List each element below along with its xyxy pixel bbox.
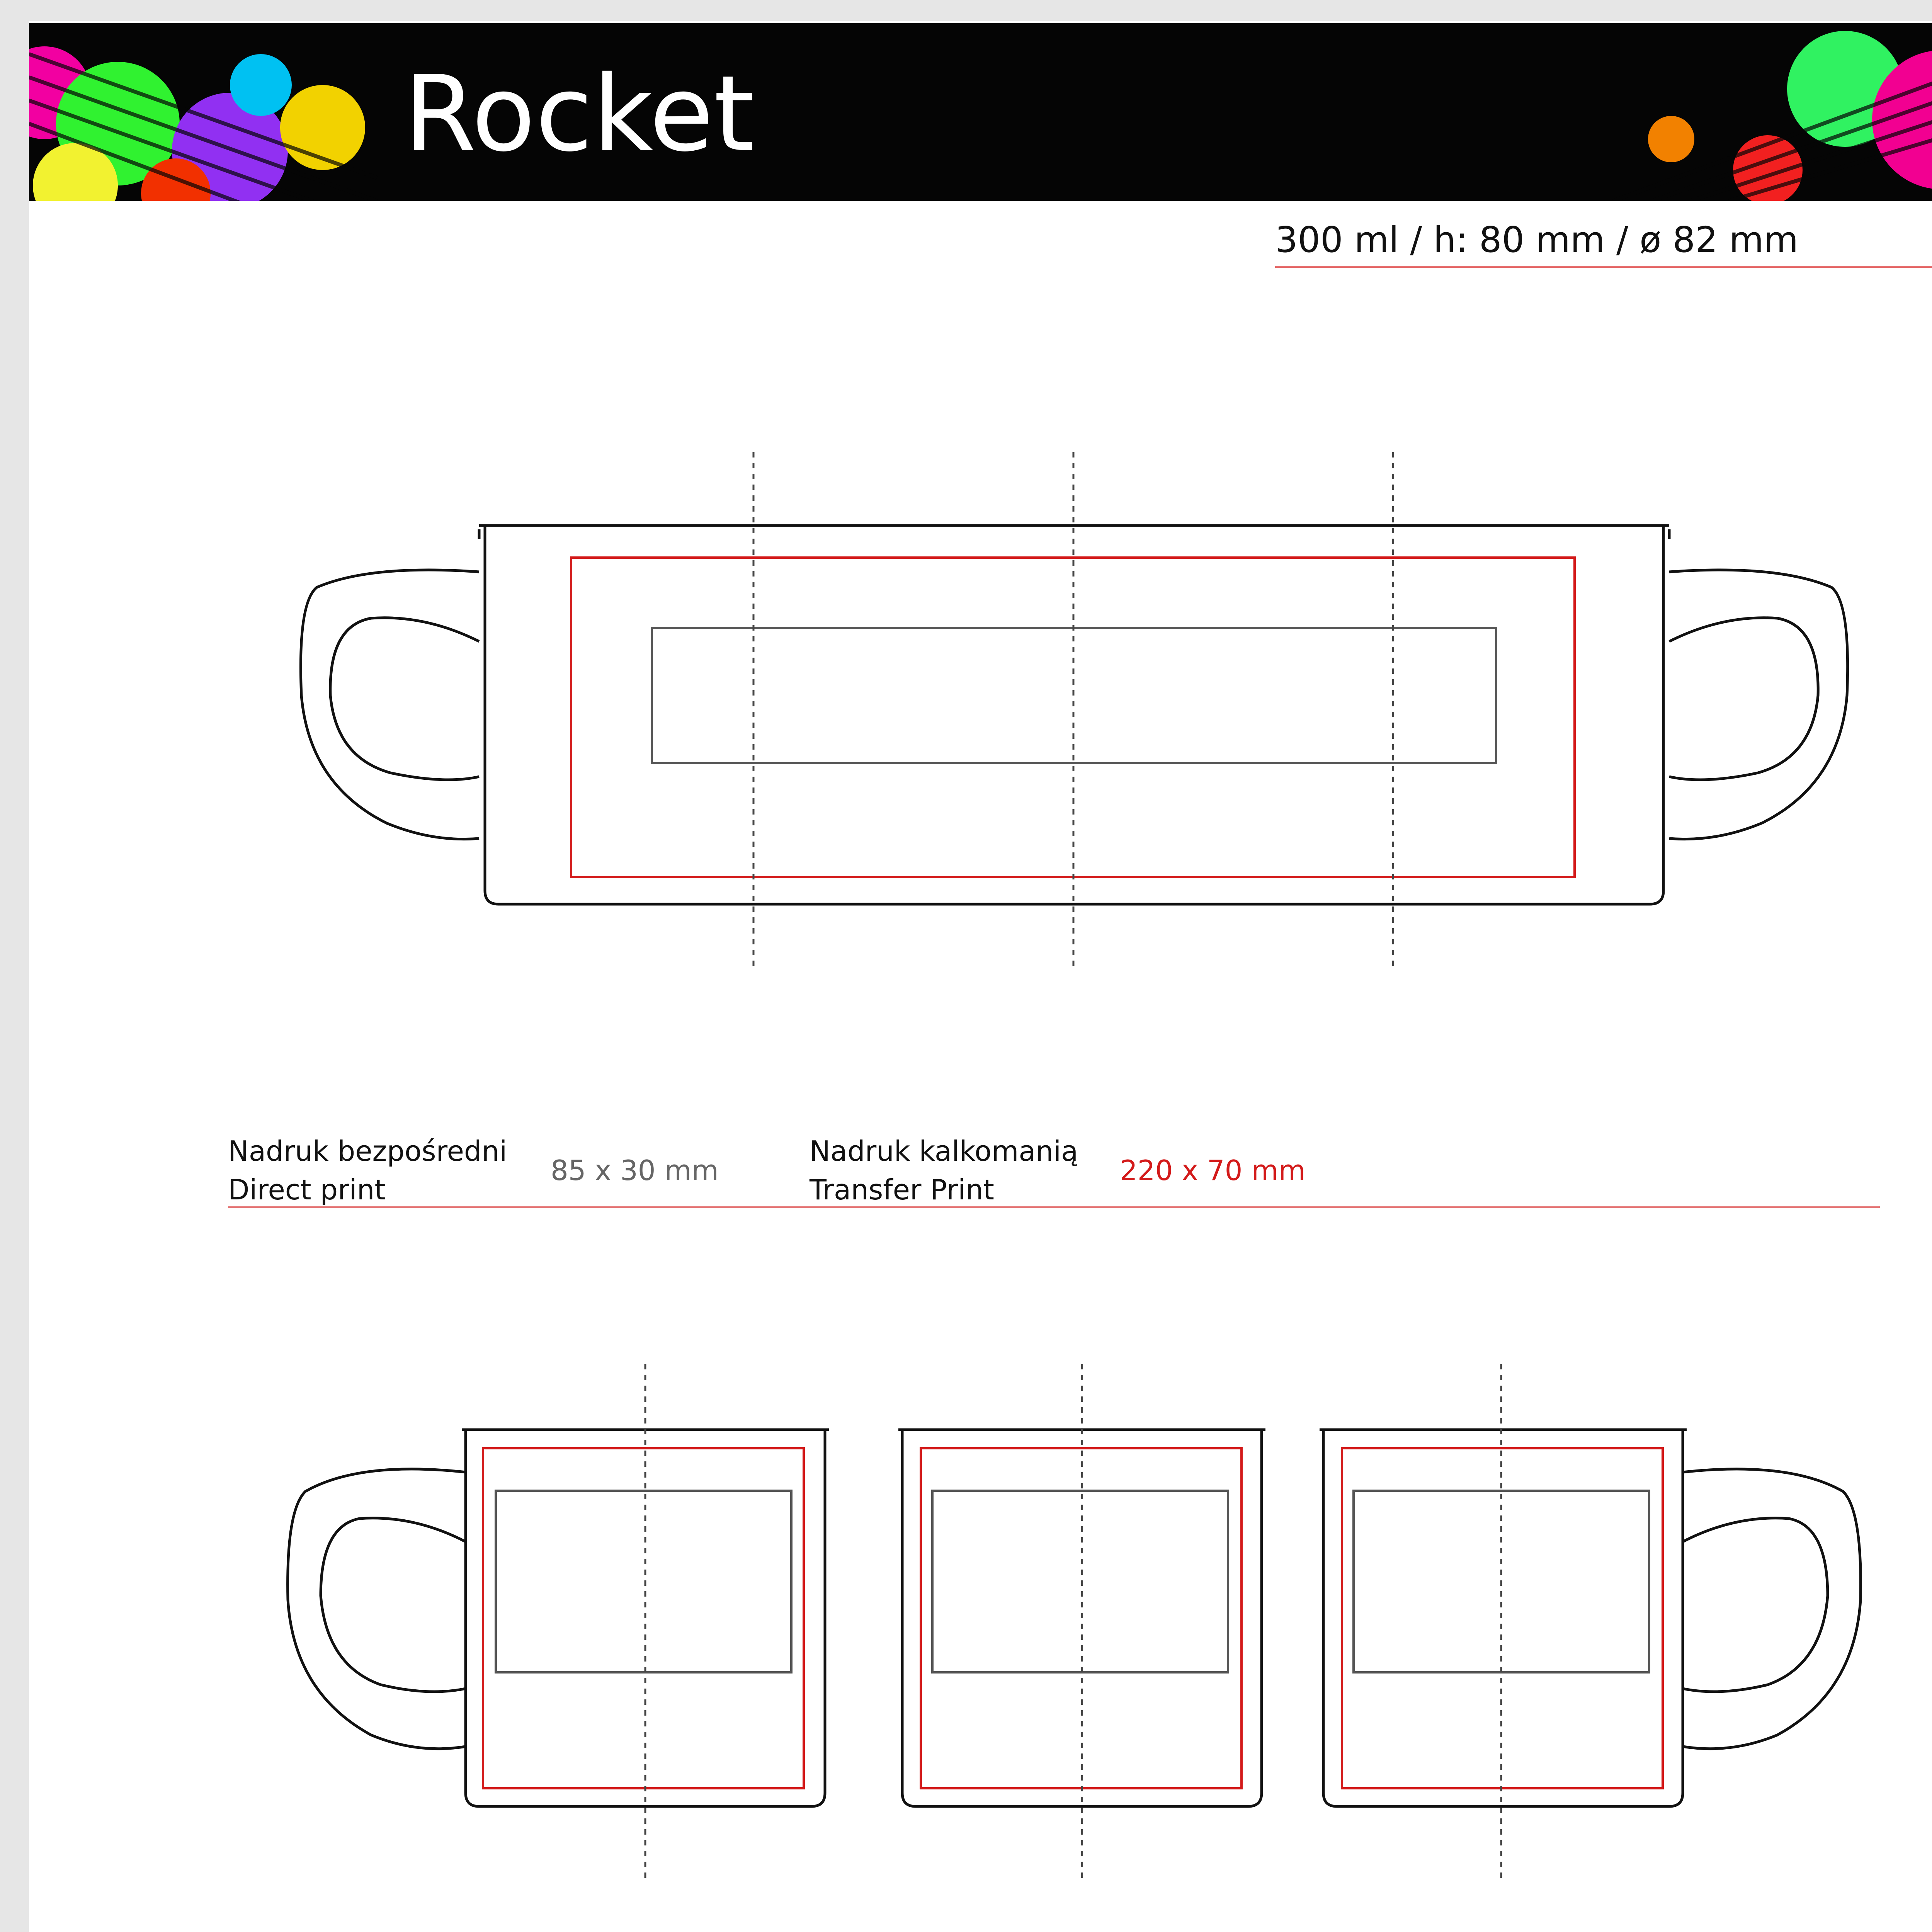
s1-transfer-label-pl: Nadruk kalkomanią	[810, 1135, 1078, 1167]
mug-view-left	[288, 1364, 829, 1878]
mug-unrolled	[301, 452, 1847, 966]
mug-view-right	[1320, 1364, 1861, 1878]
s1-direct-label-pl: Nadruk bezpośredni	[228, 1135, 507, 1167]
s1-transfer-size: 220 x 70 mm	[1120, 1154, 1306, 1187]
s1-direct-size: 85 x 30 mm	[551, 1154, 719, 1187]
mug-spec: 300 ml / h: 80 mm / ø 82 mm	[1275, 219, 1799, 260]
s1-transfer-label-en: Transfer Print	[810, 1173, 995, 1206]
page-title: Rocket	[404, 53, 755, 175]
s1-direct-label-en: Direct print	[228, 1173, 386, 1206]
s1-rule	[228, 1206, 1880, 1208]
mug-view-front	[898, 1364, 1265, 1878]
